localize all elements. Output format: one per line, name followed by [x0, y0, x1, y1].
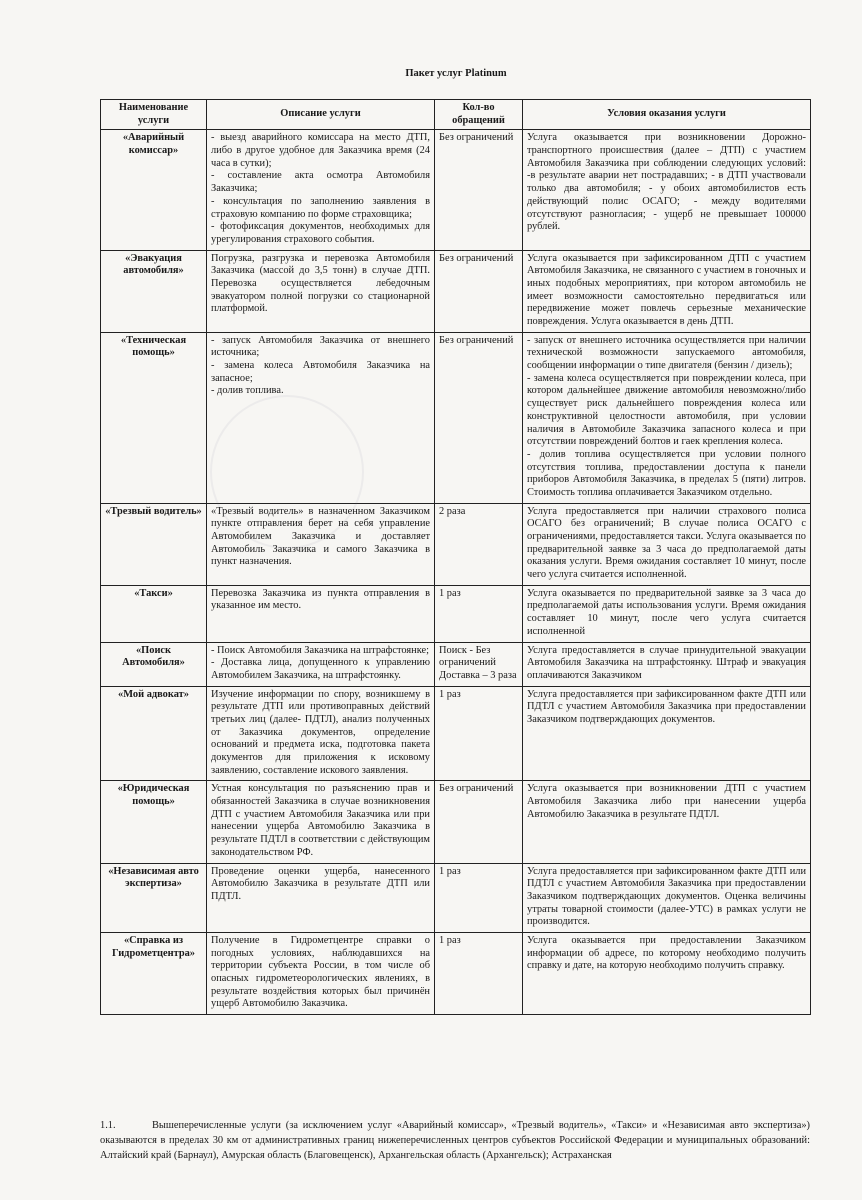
condition-line: Услуга предоставляется при наличии страхового полиса ОСАГО без ограничений; В случае полиса ОСАГО с ограничениями, предоставляется такси. Услуга оказывается по предварительной заявке за 3 часа до предполагаемой даты оказания услуги. Время ожидания составляет 10 минут, после чего услуга считается исполненной. [527, 505, 806, 581]
request-count: 1 раз [435, 686, 523, 781]
service-name: «Техническая помощь» [101, 332, 207, 503]
description-line: Получение в Гидрометцентре справки о погодных условиях, наблюдавшихся на территории субъекта России, в том числе об опасных гидрометеорологических явлениях, в результате воздействия которых был причинён ущерб Автомобилю Заказчика. [211, 934, 430, 1010]
header-description: Описание услуги [207, 100, 435, 130]
service-name: «Независимая авто экспертиза» [101, 863, 207, 932]
condition-line: - замена колеса осуществляется при повреждении колеса, при котором дальнейшее движение автомобиля невозможно/либо существует риск дальнейшего повреждения колеса или конструктивной целостности автомобиля, при условии наличия в Автомобиле Заказчика запасного колеса и при отсутствии повреждений болтов и гаек крепления колеса. [527, 372, 806, 448]
service-name: «Мой адвокат» [101, 686, 207, 781]
condition-line: Услуга оказывается при зафиксированном ДТП с участием Автомобиля Заказчика, не связанного с участием в гоночных и иных подобных мероприятиях, при котором автомобиль не имеет возможности самостоятельно передвигаться или передвижение может повлечь серьезные механические повреждения. Услуга оказывается в день ДТП. [527, 252, 806, 327]
request-count: 1 раз [435, 585, 523, 642]
table-header-row [101, 100, 811, 130]
service-name: «Поиск Автомобиля» [101, 642, 207, 686]
request-count: 1 раз [435, 932, 523, 1014]
table-row [101, 642, 811, 686]
service-conditions [523, 932, 811, 1014]
condition-line: Услуга предоставляется при зафиксированном факте ДТП или ПДТЛ с участием Автомобиля Заказчика при предоставлении Заказчиком подтверждающих документов. [527, 688, 806, 725]
service-conditions [523, 686, 811, 781]
footer-paragraph [100, 1118, 810, 1163]
description-line: - консультация по заполнению заявления в страховую компанию по форме страховщика; [211, 195, 430, 220]
description-line: - запуск Автомобиля Заказчика от внешнего источника; [211, 334, 430, 359]
description-line: «Трезвый водитель» в назначенном Заказчиком пункте отправления берет на себя управление Автомобилем Заказчика и доставляет Автомобиль Заказчика и самого Заказчика в пункт назначения. [211, 505, 430, 568]
table-row [101, 250, 811, 332]
description-line: - замена колеса Автомобиля Заказчика на запасное; [211, 360, 430, 384]
service-name: «Справка из Гидрометцентра» [101, 932, 207, 1014]
service-description [207, 863, 435, 932]
paragraph-text: Вышеперечисленные услуги (за исключением услуг «Аварийный комиссар», «Трезвый водитель», «Такси» и «Независимая авто экспертиза») оказываются в пределах 30 км от административных границ нижеперечисленных центров субъектов Российской Федерации и муниципальных образований: Алтайский край (Барнаул), Амурская область (Благовещенск), Архангельская область (Архангельск); Астраханская [100, 1120, 810, 1162]
table-row [101, 503, 811, 585]
service-name: «Аварийный комиссар» [101, 130, 207, 250]
service-conditions [523, 863, 811, 932]
service-name: «Эвакуация автомобиля» [101, 250, 207, 332]
condition-line: - запуск от внешнего источника осуществляется при наличии технической возможности запускаемого автомобиля, сообщении информации о типе двигателя (бензин / дизель); [527, 334, 806, 372]
service-conditions [523, 585, 811, 642]
condition-line: Услуга предоставляется при зафиксированном факте ДТП или ПДТЛ с участием Автомобиля Заказчика при предоставлении Заказчиком подтверждающих документов. Оценка величины утраты товарной стоимости (далее-УТС) в рамках услуги не производится. [527, 865, 806, 928]
table-row [101, 585, 811, 642]
condition-line: Услуга оказывается при предоставлении Заказчиком информации об адресе, по которому необходимо получить справку и дате, на которую необходимо получить справку. [527, 934, 806, 972]
description-line: Проведение оценки ущерба, нанесенного Автомобилю Заказчика в результате ДТП или ПДТЛ. [211, 865, 430, 902]
description-line: Устная консультация по разъяснению прав и обязанностей Заказчика в случае возникновения ДТП с участием Автомобиля Заказчика или при нанесении ущерба Автомобилю Заказчика в результате ПДТЛ в соответствии с действующим законодательством РФ. [211, 783, 430, 858]
description-line: Изучение информации по спору, возникшему в результате ДТП или противоправных действий третьих лиц (далее- ПДТЛ), анализ полученных от Заказчика документов, определение оснований и предмета иска, подготовка пакета документов для приложения к исковому заявлению, составление искового заявления. [211, 688, 430, 776]
service-description [207, 130, 435, 250]
service-description [207, 642, 435, 686]
request-count: 1 раз [435, 863, 523, 932]
header-conditions: Условия оказания услуги [523, 100, 811, 130]
service-description [207, 585, 435, 642]
service-description [207, 250, 435, 332]
condition-line: Услуга предоставляется в случае принудительной эвакуации Автомобиля Заказчика на штрафстоянку. Штраф и эвакуация оплачиваются Заказчиком [527, 644, 806, 681]
service-description [207, 932, 435, 1014]
service-conditions [523, 250, 811, 332]
service-conditions [523, 503, 811, 585]
condition-line: Услуга оказывается по предварительной заявке за 3 часа до предполагаемой даты использования услуги. Время ожидания составляет 10 минут, после чего услуга считается исполненной [527, 587, 806, 637]
description-line: - долив топлива. [211, 385, 284, 397]
request-count: Без ограничений [435, 781, 523, 863]
header-name: Наименование услуги [101, 100, 207, 130]
description-line: - выезд аварийного комиссара на место ДТП, либо в другое удобное для Заказчика время (24 часа в сутки); [211, 132, 430, 169]
service-name: «Такси» [101, 585, 207, 642]
description-line: Перевозка Заказчика из пункта отправления в указанное им место. [211, 587, 430, 612]
request-count: Без ограничений [435, 250, 523, 332]
service-description [207, 781, 435, 863]
service-name: «Трезвый водитель» [101, 503, 207, 585]
condition-line: Услуга оказывается при возникновении Дорожно-транспортного происшествия (далее – ДТП) с участием Автомобиля Заказчика при соблюдении следующих условий: -в результате аварии нет пострадавших; - в ДТП участвовали только два автомобиля; - у обоих автомобилистов есть действующий полис ОСАГО; - между водителями отсутствуют разногласия; - ущерб не превышает 100000 рублей. [527, 132, 806, 233]
description-line: - фотофиксация документов, необходимых для урегулирования страхового события. [211, 221, 430, 245]
description-line: - Поиск Автомобиля Заказчика на штрафстоянке; [211, 644, 430, 656]
service-conditions [523, 130, 811, 250]
service-description [207, 686, 435, 781]
table-row [101, 332, 811, 503]
description-line: - Доставка лица, допущенного к управлению Автомобилем Заказчика, на штрафстоянку. [211, 657, 430, 681]
condition-line: Услуга оказывается при возникновении ДТП с участием Автомобиля Заказчика либо при нанесении ущерба Автомобилю Заказчика в результате ПДТЛ. [527, 783, 806, 820]
document-title: Пакет услуг Platinum [405, 68, 507, 79]
paragraph-number: 1.1. [100, 1120, 116, 1131]
request-count: Без ограничений [435, 332, 523, 503]
condition-line: - долив топлива осуществляется при условии полного отсутствия топлива, предоставлении доступа к панели приборов Автомобиля Заказчика, в пределах 5 (пяти) литров. Стоимость топлива оплачивается Заказчиком отдельно. [527, 448, 806, 498]
request-count: Без ограничений [435, 130, 523, 250]
services-table [100, 99, 811, 1015]
description-line: - составление акта осмотра Автомобиля Заказчика; [211, 170, 430, 195]
service-conditions [523, 332, 811, 503]
service-name: «Юридическая помощь» [101, 781, 207, 863]
table-row [101, 686, 811, 781]
table-body [101, 130, 811, 1015]
service-conditions [523, 642, 811, 686]
table-row [101, 130, 811, 250]
table-row [101, 932, 811, 1014]
request-count: 2 раза [435, 503, 523, 585]
table-row [101, 781, 811, 863]
service-description [207, 503, 435, 585]
table-row [101, 863, 811, 932]
service-conditions [523, 781, 811, 863]
service-description [207, 332, 435, 503]
description-line: Погрузка, разгрузка и перевозка Автомобиля Заказчика (массой до 3,5 тонн) в случае ДТП. Перевозка осуществляется лебедочным эвакуатором полной погрузки со стационарной платформой. [211, 252, 430, 315]
request-count: Поиск - Без ограничений Доставка – 3 раза [435, 642, 523, 686]
header-count: Кол-во обращений [435, 100, 523, 130]
